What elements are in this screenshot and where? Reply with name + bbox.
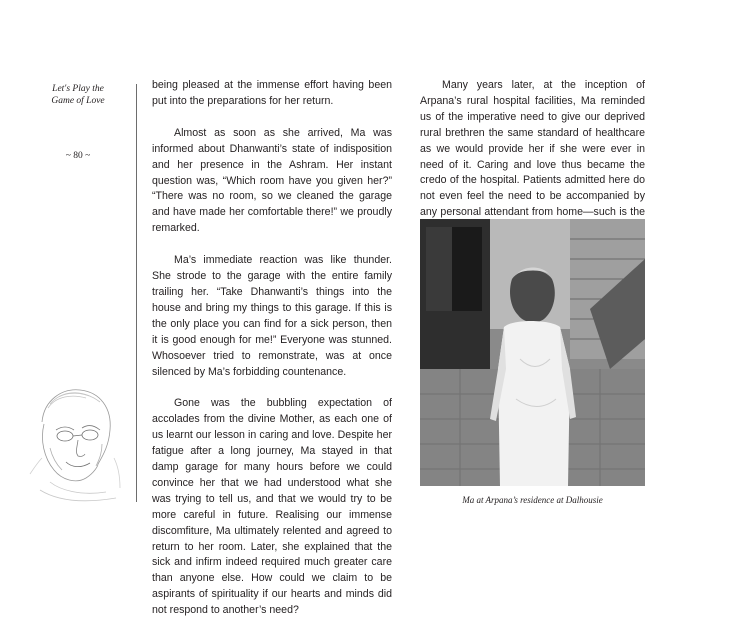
paragraph: Almost as soon as she arrived, Ma was informed about Dhanwanti’s state of indisposition and her presence in the Ashram. Her instant question was, “Which room have you given her?” “There was no room, so we cleaned the garage and have made her comfortable there!” we proudly remarked.	[152, 126, 392, 235]
photo-caption: Ma at Arpana’s residence at Dalhousie	[462, 495, 603, 505]
paragraph: Many years later, at the inception of Arpana’s rural hospital facilities, Ma reminded us of the imperative need to give our deprived rural brethren the same standard of healthcare as we would provide her if she were ever in need of it. Caring and love thus became the credo of the hospital. Patients admitted here do not even feel the need to be accompanied by any personal attendant from home—such is the	[420, 79, 645, 219]
paragraph: Gone was the bubbling expectation of accolades from the divine Mother, as each one of us learnt our lesson in caring and love. Despite her fatigue after a long journey, Ma stayed in that damp garage for many hours before we could convince her that we had understood what she was trying to tell us, and that we would try to be more careful in future. Realising our immense discomfiture, Ma ultimately relented and agreed to return to her room. Later, she explained that the sick and infirm indeed required much greater care than anyone else. How could we claim to be aspirants of spirituality if our hearts and minds did not respond to another’s need?	[152, 397, 392, 617]
paragraph: being pleased at the immense effort having been put into the preparations for her return.	[152, 79, 392, 107]
running-title-line-2: Game of Love	[51, 96, 105, 106]
page-number: ~ 80 ~	[65, 151, 91, 161]
column-divider	[136, 84, 137, 502]
left-text-column	[152, 78, 392, 635]
running-title	[48, 83, 108, 107]
photograph-icon	[420, 219, 645, 486]
paragraph: Ma’s immediate reaction was like thunder. She strode to the garage with the entire family trailing her. “Take Dhanwanti’s things into the house and bring my things to this garage. If this is the only place you can find for a sick person, then it is good enough for me!” Everyone was stunned. Whosoever tried to remonstrate, was at once silenced by Ma’s forbidding countenance.	[152, 254, 392, 378]
running-title-line-1: Let's Play the	[52, 84, 104, 94]
portrait-sketch-icon	[20, 378, 124, 504]
